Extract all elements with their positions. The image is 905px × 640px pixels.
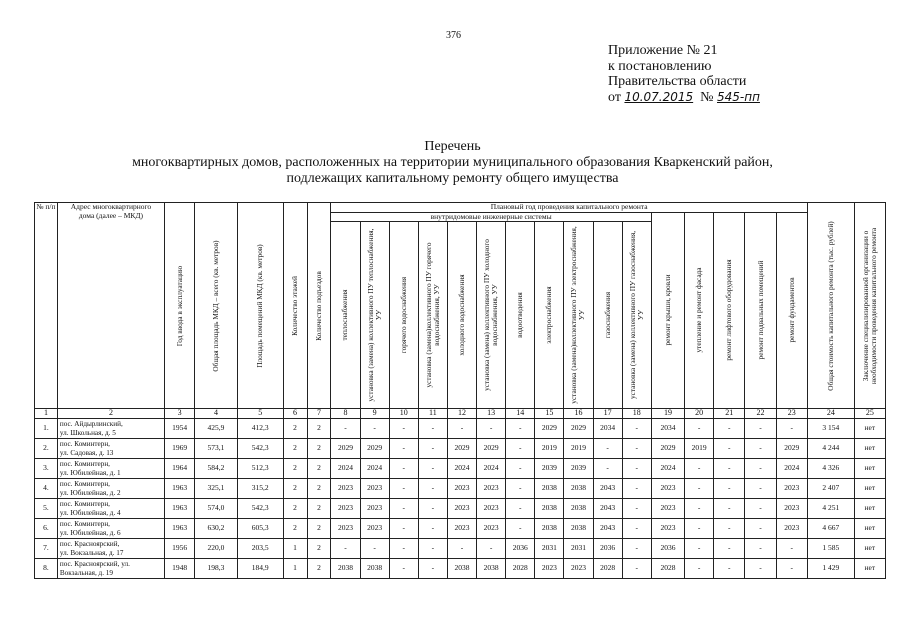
column-number: 19 [651, 409, 684, 419]
table-cell: - [389, 519, 418, 539]
table-cell: 2043 [593, 519, 622, 539]
table-cell: 2023 [477, 479, 506, 499]
header-internal-systems: внутридомовые инженерные системы [331, 212, 651, 222]
address-line2: ул. Вокзальная, д. 17 [59, 548, 124, 557]
row-address [57, 459, 164, 479]
table-row [35, 519, 886, 539]
table-row [35, 559, 886, 579]
table-cell: нет [854, 479, 885, 499]
table-cell: 1 585 [807, 539, 854, 559]
table-cell: 2023 [331, 499, 360, 519]
table-cell: - [506, 499, 535, 519]
table-cell: - [389, 479, 418, 499]
table-cell: 4 244 [807, 439, 854, 459]
table-cell: 2038 [477, 559, 506, 579]
table-cell: 2039 [564, 459, 593, 479]
appendix-line3: Правительства области [608, 74, 747, 89]
table-cell: 573,1 [195, 439, 238, 459]
column-number: 8 [331, 409, 360, 419]
table-cell: - [714, 519, 745, 539]
table-cell: 1 [283, 539, 307, 559]
table-cell: нет [854, 459, 885, 479]
table-cell: 203,5 [237, 539, 283, 559]
table-cell: - [685, 559, 714, 579]
column-number: 11 [418, 409, 447, 419]
table-cell: - [418, 419, 447, 439]
table-cell: - [622, 539, 651, 559]
table-cell: 1 [283, 559, 307, 579]
table-row [35, 439, 886, 459]
table-cell: 2 [283, 479, 307, 499]
table-cell: - [622, 499, 651, 519]
table-cell: 2023 [477, 519, 506, 539]
table-cell: 2 [307, 539, 331, 559]
table-cell: 2029 [776, 439, 807, 459]
table-cell: - [745, 439, 776, 459]
table-cell: 605,3 [237, 519, 283, 539]
table-cell: 2029 [477, 439, 506, 459]
table-cell: - [776, 539, 807, 559]
table-cell: - [685, 539, 714, 559]
title-line1: Перечень [424, 139, 481, 154]
row-address [57, 499, 164, 519]
table-cell: 2023 [331, 479, 360, 499]
header-num: № п/п [35, 203, 58, 409]
table-cell: 2 [283, 519, 307, 539]
table-cell: 2023 [447, 499, 476, 519]
table-cell: - [714, 539, 745, 559]
address-line1: пос. Красноярский, ул. [59, 560, 130, 568]
table-cell: 2029 [360, 439, 389, 459]
column-number: 16 [564, 409, 593, 419]
table-cell: 1969 [165, 439, 195, 459]
column-number: 2 [57, 409, 164, 419]
table-cell: - [389, 559, 418, 579]
table-cell: - [593, 439, 622, 459]
table-cell: 2029 [331, 439, 360, 459]
header-sys-cold-water: холодного водоснабжения [447, 222, 476, 409]
table-cell: 2 [307, 499, 331, 519]
table-cell: - [418, 459, 447, 479]
table-cell: - [622, 559, 651, 579]
column-number: 4 [195, 409, 238, 419]
table-row [35, 499, 886, 519]
column-number: 22 [745, 409, 776, 419]
table-cell: 2023 [447, 479, 476, 499]
table-cell: 2023 [447, 519, 476, 539]
header-planned-year: Плановый год проведения капитального ремонта [331, 203, 808, 213]
table-cell: - [506, 459, 535, 479]
table-cell: - [685, 519, 714, 539]
header-sys-gas-meter: установка (замена) коллективного ПУ газоснабжения, УУ [622, 222, 651, 409]
table-cell: 412,3 [237, 419, 283, 439]
header-conclusion: Заключение специализированной организации о необходимости проведения капитального ремонта [854, 203, 885, 409]
table-cell: 2038 [564, 519, 593, 539]
table-cell: - [776, 419, 807, 439]
from-label: от [608, 89, 621, 105]
table-cell: нет [854, 539, 885, 559]
table-cell: - [745, 459, 776, 479]
document-title [0, 139, 905, 187]
table-cell: - [418, 539, 447, 559]
column-number: 14 [506, 409, 535, 419]
row-address [57, 439, 164, 459]
table-cell: 2038 [535, 499, 564, 519]
appendix-line2: к постановлению [608, 58, 712, 74]
table-cell: 2038 [331, 559, 360, 579]
table-cell: 3 154 [807, 419, 854, 439]
header-sys-hot-water: горячего водоснабжения [389, 222, 418, 409]
table-cell: 2038 [535, 519, 564, 539]
table-cell: - [776, 559, 807, 579]
table-cell: 2019 [685, 439, 714, 459]
table-cell: 2023 [776, 519, 807, 539]
table-cell: - [418, 519, 447, 539]
row-address [57, 539, 164, 559]
table-cell: 2034 [593, 419, 622, 439]
table-cell: 2023 [651, 499, 684, 519]
header-premises-area: Площадь помещений МКД (кв. метров) [237, 203, 283, 409]
table-cell: 2 [283, 419, 307, 439]
table-cell: 2023 [360, 499, 389, 519]
table-cell: 2038 [564, 479, 593, 499]
column-number: 24 [807, 409, 854, 419]
table-cell: 2028 [593, 559, 622, 579]
table-cell: - [745, 539, 776, 559]
table-cell: 2023 [535, 559, 564, 579]
table-cell: 2023 [331, 519, 360, 539]
table-row [35, 539, 886, 559]
column-number: 10 [389, 409, 418, 419]
table-cell: 2023 [360, 519, 389, 539]
table-cell: 1948 [165, 559, 195, 579]
table-cell: 2038 [447, 559, 476, 579]
table-cell: - [389, 459, 418, 479]
table-cell: - [506, 439, 535, 459]
table-cell: 2024 [477, 459, 506, 479]
column-number: 20 [685, 409, 714, 419]
table-cell: 512,3 [237, 459, 283, 479]
column-number: 17 [593, 409, 622, 419]
appendix-date-line [608, 90, 760, 106]
table-cell: - [745, 479, 776, 499]
row-number: 2. [35, 439, 58, 459]
header-sys-heating-meter: установка (замена) коллективного ПУ теплоснабжения, УУ [360, 222, 389, 409]
table-row [35, 479, 886, 499]
table-cell: 2036 [506, 539, 535, 559]
title-line2: многоквартирных домов, расположенных на территории муниципального образования Кваркенский район, [132, 155, 773, 170]
address-line2: ул. Юбилейная, д. 1 [59, 468, 121, 477]
table-cell: 2038 [360, 559, 389, 579]
table-cell: 2023 [360, 479, 389, 499]
table-cell: 2039 [535, 459, 564, 479]
table-cell: - [622, 519, 651, 539]
table-cell: 2029 [447, 439, 476, 459]
table-cell: 325,1 [195, 479, 238, 499]
table-cell: - [685, 479, 714, 499]
table-row [35, 419, 886, 439]
table-cell: - [360, 419, 389, 439]
table-cell: 2 [307, 519, 331, 539]
address-line1: пос. Коминтерн, [59, 480, 110, 488]
row-number: 7. [35, 539, 58, 559]
address-line1: пос. Коминтерн, [59, 500, 110, 508]
table-cell: 584,2 [195, 459, 238, 479]
appendix-line1: Приложение № 21 [608, 43, 718, 58]
table-cell: - [331, 539, 360, 559]
table-cell: 2019 [564, 439, 593, 459]
table-cell: - [685, 499, 714, 519]
table-cell: - [685, 459, 714, 479]
table-cell: 542,3 [237, 499, 283, 519]
appendix-block [608, 43, 760, 105]
number-label: № [700, 89, 714, 105]
column-number: 3 [165, 409, 195, 419]
table-cell: 2024 [331, 459, 360, 479]
header-sys-cold-water-meter: установка (замена) коллективного ПУ холодного водоснабжения, УУ [477, 222, 506, 409]
column-number: 5 [237, 409, 283, 419]
header-floors: Количество этажей [283, 203, 307, 409]
address-line2: ул. Садовая, д. 13 [59, 448, 114, 457]
row-number: 1. [35, 419, 58, 439]
row-address [57, 419, 164, 439]
table-cell: 2029 [535, 419, 564, 439]
address-line2: ул. Юбилейная, д. 6 [59, 528, 121, 537]
table-cell: 2 [283, 439, 307, 459]
table-cell: 2031 [535, 539, 564, 559]
header-sys-electricity: электроснабжения [535, 222, 564, 409]
table-cell: 2028 [506, 559, 535, 579]
table-cell: 1964 [165, 459, 195, 479]
table-cell: - [389, 439, 418, 459]
table-cell: - [506, 519, 535, 539]
table-cell: - [745, 559, 776, 579]
column-number: 6 [283, 409, 307, 419]
header-foundation: ремонт фундаментов [776, 212, 807, 409]
table-cell: 2036 [651, 539, 684, 559]
table-cell: - [622, 479, 651, 499]
header-cost: Общая стоимость капитального ремонта (тыс. рублей) [807, 203, 854, 409]
header-elevator: ремонт лифтового оборудования [714, 212, 745, 409]
table-cell: - [745, 419, 776, 439]
table-cell: - [389, 419, 418, 439]
table-cell: 2 [307, 439, 331, 459]
table-cell: 1 429 [807, 559, 854, 579]
table-cell: 425,9 [195, 419, 238, 439]
address-line2: ул. Юбилейная, д. 2 [59, 488, 121, 497]
table-cell: 1954 [165, 419, 195, 439]
table-cell: 1963 [165, 499, 195, 519]
row-number: 3. [35, 459, 58, 479]
table-cell: 2023 [776, 479, 807, 499]
row-address [57, 559, 164, 579]
table-cell: - [331, 419, 360, 439]
table-cell: 2038 [564, 499, 593, 519]
header-facade: утепление и ремонт фасада [685, 212, 714, 409]
header-basement: ремонт подвальных помещений [745, 212, 776, 409]
table-cell: 198,3 [195, 559, 238, 579]
address-line2: Вокзальная, д. 19 [59, 568, 113, 577]
table-cell: - [745, 519, 776, 539]
column-number: 25 [854, 409, 885, 419]
table-cell: 2 [307, 559, 331, 579]
table-cell: 2 407 [807, 479, 854, 499]
table-cell: - [745, 499, 776, 519]
table-cell: нет [854, 519, 885, 539]
table-cell: 1963 [165, 479, 195, 499]
row-number: 5. [35, 499, 58, 519]
table-cell: 2023 [564, 559, 593, 579]
table-cell: 2043 [593, 479, 622, 499]
table-cell: - [418, 499, 447, 519]
table-cell: - [714, 459, 745, 479]
address-line1: пос. Коминтерн, [59, 520, 110, 528]
page-number: 376 [446, 30, 461, 41]
table-row [35, 459, 886, 479]
header-sys-electricity-meter: установка (замена)коллективного ПУ электроснабжения, УУ [564, 222, 593, 409]
table-cell: - [622, 439, 651, 459]
row-address [57, 519, 164, 539]
table-cell: - [685, 419, 714, 439]
header-sys-gas: газоснабжения [593, 222, 622, 409]
table-cell: 1963 [165, 519, 195, 539]
table-cell: 2024 [651, 459, 684, 479]
table-cell: 2036 [593, 539, 622, 559]
column-number: 23 [776, 409, 807, 419]
header-sys-drainage: водоотведения [506, 222, 535, 409]
table-cell: 2 [283, 459, 307, 479]
resolution-number: 545-пп [717, 89, 760, 104]
column-number: 15 [535, 409, 564, 419]
table-cell: 2029 [564, 419, 593, 439]
table-cell: 2023 [651, 479, 684, 499]
table-cell: - [418, 559, 447, 579]
table-cell: - [622, 459, 651, 479]
column-number: 12 [447, 409, 476, 419]
table-cell: - [477, 539, 506, 559]
table-cell: 4 667 [807, 519, 854, 539]
table-cell: 2028 [651, 559, 684, 579]
table-cell: 220,0 [195, 539, 238, 559]
table-cell: - [360, 539, 389, 559]
table-cell: нет [854, 499, 885, 519]
table-cell: 2019 [535, 439, 564, 459]
table-cell: - [447, 419, 476, 439]
table-cell: 1956 [165, 539, 195, 559]
header-year: Год ввода в эксплуатацию [165, 203, 195, 409]
column-number: 1 [35, 409, 58, 419]
column-number: 21 [714, 409, 745, 419]
title-line3: подлежащих капитальному ремонту общего имущества [286, 171, 619, 186]
row-address [57, 479, 164, 499]
row-number: 6. [35, 519, 58, 539]
table-cell: нет [854, 559, 885, 579]
table-cell: - [714, 479, 745, 499]
table-cell: 2 [307, 459, 331, 479]
column-number: 9 [360, 409, 389, 419]
table-cell: 630,2 [195, 519, 238, 539]
table-cell: 2024 [776, 459, 807, 479]
column-number: 18 [622, 409, 651, 419]
table-cell: 2023 [477, 499, 506, 519]
table-cell: 184,9 [237, 559, 283, 579]
column-number: 7 [307, 409, 331, 419]
table-cell: 2038 [535, 479, 564, 499]
table-cell: - [714, 499, 745, 519]
header-address: Адрес многоквартирного дома (далее – МКД) [57, 203, 164, 409]
table-cell: 574,0 [195, 499, 238, 519]
table-cell: - [447, 539, 476, 559]
table-cell: 2023 [651, 519, 684, 539]
table-cell: - [477, 419, 506, 439]
header-roof: ремонт крыши, кровли [651, 212, 684, 409]
header-total-area: Общая площадь МКД – всего (кв. метров) [195, 203, 238, 409]
table-cell: - [714, 419, 745, 439]
table-cell: 2 [307, 479, 331, 499]
table-cell: 4 326 [807, 459, 854, 479]
table-cell: 2031 [564, 539, 593, 559]
table-cell: - [714, 559, 745, 579]
table-cell: 2 [307, 419, 331, 439]
buildings-table [34, 202, 886, 579]
table-cell: - [506, 479, 535, 499]
table-cell: 315,2 [237, 479, 283, 499]
address-line1: пос. Коминтерн, [59, 440, 110, 448]
table-cell: 2034 [651, 419, 684, 439]
table-cell: 4 251 [807, 499, 854, 519]
resolution-date: 10.07.2015 [624, 89, 694, 104]
table-cell: 2024 [360, 459, 389, 479]
table-cell: нет [854, 419, 885, 439]
address-line1: пос. Коминтерн, [59, 460, 110, 468]
table-cell: 2024 [447, 459, 476, 479]
table-cell: 2023 [776, 499, 807, 519]
header-sys-hot-water-meter: установка (замена)коллективного ПУ горячего водоснабжения, УУ [418, 222, 447, 409]
table-cell: - [506, 419, 535, 439]
table-cell: - [593, 459, 622, 479]
table-cell: - [418, 439, 447, 459]
table-cell: 2029 [651, 439, 684, 459]
row-number: 4. [35, 479, 58, 499]
table-cell: - [389, 499, 418, 519]
table-cell: - [622, 419, 651, 439]
table-cell: 542,3 [237, 439, 283, 459]
table-cell: - [389, 539, 418, 559]
header-sys-heating: теплоснабжения [331, 222, 360, 409]
address-line1: пос. Красноярский, [59, 540, 120, 548]
table-cell: - [418, 479, 447, 499]
column-numbers-row [35, 409, 886, 419]
table-cell: 2043 [593, 499, 622, 519]
address-line1: пос. Айдырлинский, [59, 420, 123, 428]
row-number: 8. [35, 559, 58, 579]
table-cell: 2 [283, 499, 307, 519]
address-line2: ул. Школьная, д. 5 [59, 428, 116, 437]
header-entrances: Количество подъездов [307, 203, 331, 409]
table-cell: - [714, 439, 745, 459]
table-cell: нет [854, 439, 885, 459]
address-line2: ул. Юбилейная, д. 4 [59, 508, 121, 517]
column-number: 13 [477, 409, 506, 419]
